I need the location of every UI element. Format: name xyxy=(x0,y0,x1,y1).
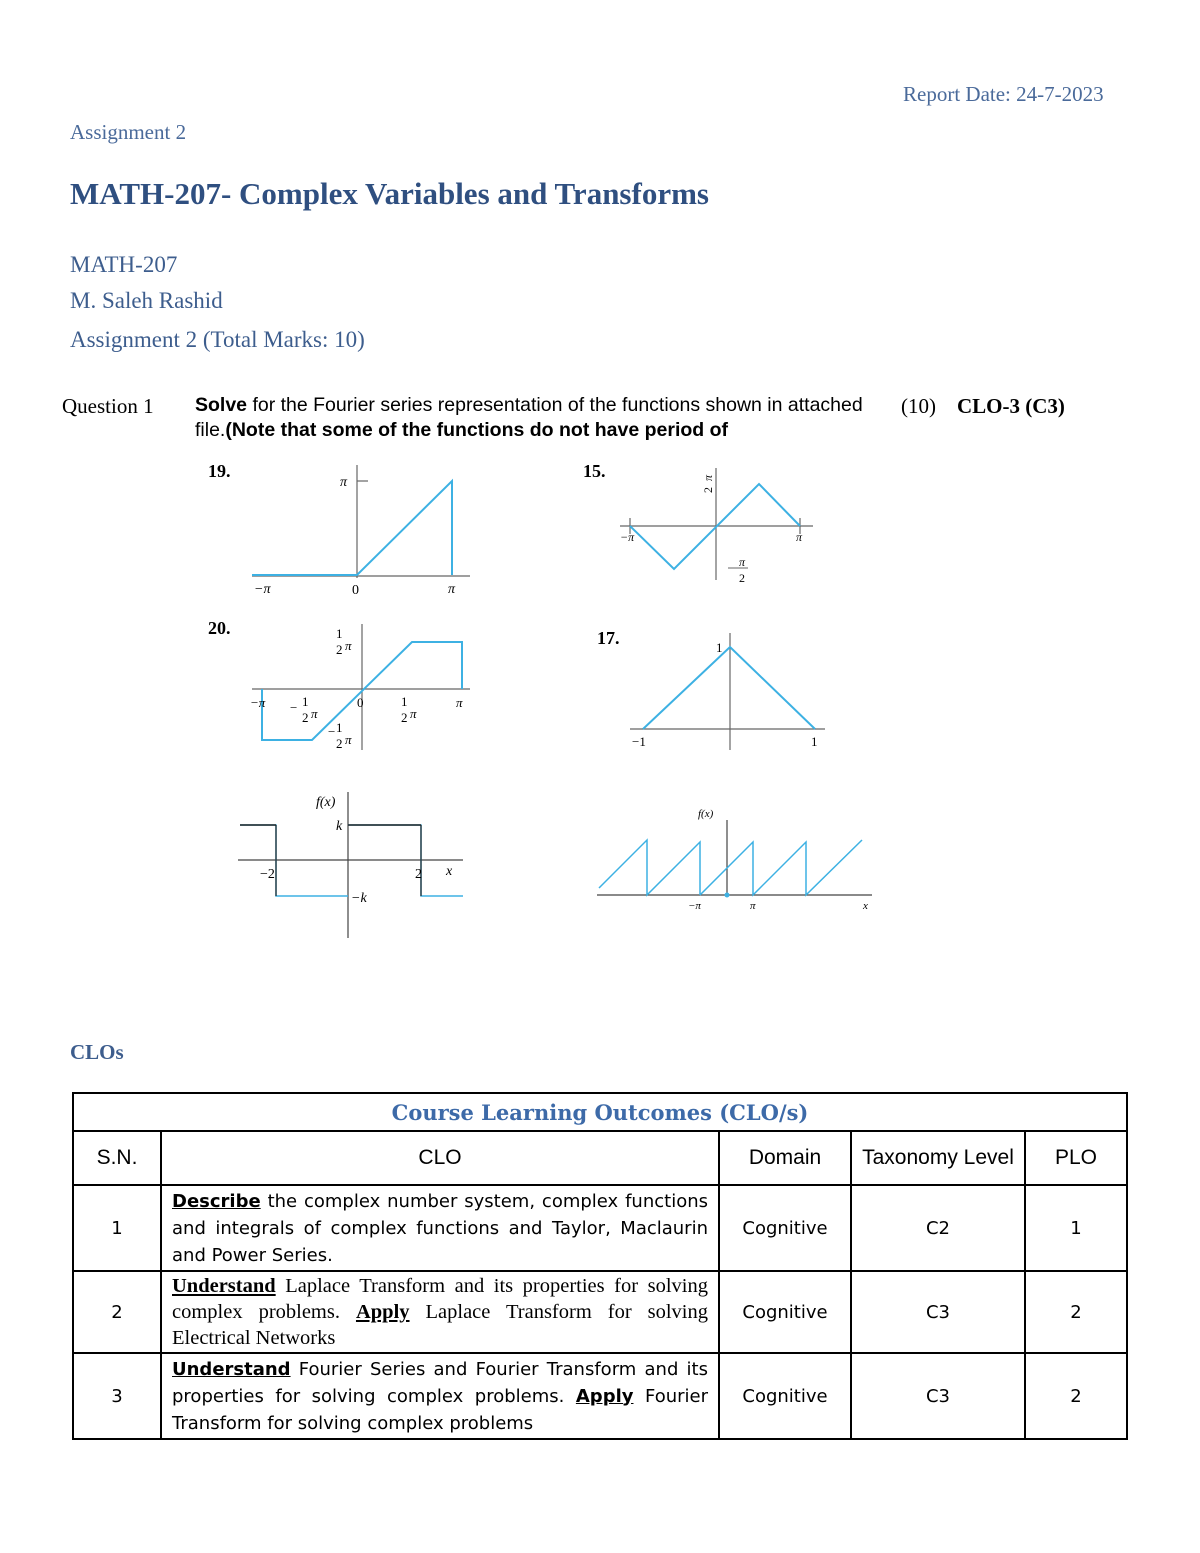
axis-label: f(x) xyxy=(698,808,714,820)
tick-label: 0 xyxy=(357,695,364,710)
course-code: MATH-207 xyxy=(70,252,178,277)
table-caption-row xyxy=(73,1093,1127,1131)
table-row xyxy=(73,1185,1127,1271)
function-curve xyxy=(700,840,862,895)
clo-verb: Understand xyxy=(172,1275,276,1297)
cell-domain: Cognitive xyxy=(719,1185,851,1271)
cell-clo xyxy=(161,1185,719,1271)
tick-label: π xyxy=(750,900,756,912)
instructor-name: M. Saleh Rashid xyxy=(70,288,223,313)
tick-label: π xyxy=(345,638,352,653)
table-header-row xyxy=(73,1131,1127,1185)
tick-label: π xyxy=(340,475,348,490)
tick-label: k xyxy=(336,819,343,834)
tick-label: 2 xyxy=(701,487,715,493)
tick-label: 0 xyxy=(352,583,359,598)
tick-label: 1 xyxy=(302,694,309,709)
question-body: for the Fourier series representation of the functions shown in attached file. xyxy=(195,394,863,441)
document-title: MATH-207- Complex Variables and Transforms xyxy=(70,176,709,211)
column-header-domain: Domain xyxy=(719,1131,851,1185)
tick-label: π xyxy=(448,582,456,597)
tick-label: −π xyxy=(620,530,635,544)
question-marks: (10) xyxy=(901,394,936,418)
figure-number: 17. xyxy=(597,628,620,648)
function-curve xyxy=(643,647,815,729)
figure-sawtooth xyxy=(597,808,872,912)
tick-label: π xyxy=(701,474,715,481)
clo-verb: Understand xyxy=(172,1358,291,1380)
tick-label: 1 xyxy=(716,640,723,655)
assignment-marks: Assignment 2 (Total Marks: 10) xyxy=(70,327,365,352)
tick-label: −π xyxy=(250,695,266,710)
tick-label: 2 xyxy=(739,571,745,585)
column-header-plo: PLO xyxy=(1025,1131,1127,1185)
table-row xyxy=(73,1353,1127,1439)
figure-number: 15. xyxy=(583,461,606,481)
table-caption: Course Learning Outcomes (CLO/s) xyxy=(73,1093,1127,1131)
clos-heading: CLOs xyxy=(70,1040,124,1064)
clo-verb: Apply xyxy=(355,1301,410,1323)
tick-label: 2 xyxy=(401,710,408,725)
clo-text: Fourier Transform for solving complex problems xyxy=(172,1385,708,1434)
tick-label: 2 xyxy=(415,867,422,882)
table-row xyxy=(73,1271,1127,1353)
clo-text: the complex number system, complex functions and integrals of complex functions and Taylor, Maclaurin and Power Series. xyxy=(172,1190,708,1266)
cell-level: C3 xyxy=(851,1271,1025,1353)
cell-level: C3 xyxy=(851,1353,1025,1439)
tick-label: −2 xyxy=(260,867,275,882)
question-clo: CLO-3 (C3) xyxy=(957,394,1065,418)
cell-plo: 2 xyxy=(1025,1353,1127,1439)
tick-label: 1 xyxy=(336,720,343,735)
figure-number: 20. xyxy=(208,618,231,638)
figure-17 xyxy=(597,628,825,750)
tick-label: 2 xyxy=(336,642,343,657)
tick-label: −π xyxy=(688,900,701,912)
clo-verb: Apply xyxy=(575,1385,634,1407)
tick-label: π xyxy=(796,530,803,544)
clo-text: Laplace Transform and its properties for solving complex problems. xyxy=(172,1275,708,1323)
cell-plo: 2 xyxy=(1025,1271,1127,1353)
figure-number: 19. xyxy=(208,461,231,481)
figure-square-wave xyxy=(238,792,463,938)
tick-label: 1 xyxy=(811,734,818,749)
clo-verb: Describe xyxy=(172,1190,261,1212)
column-header-clo: CLO xyxy=(161,1131,719,1185)
cell-sn: 3 xyxy=(73,1353,161,1439)
tick-label: − xyxy=(290,700,298,715)
clo-text: Laplace Transform for solving Electrical Networks xyxy=(172,1301,708,1349)
cell-sn: 2 xyxy=(73,1271,161,1353)
tick-label: 2 xyxy=(302,710,309,725)
figure-19 xyxy=(208,461,470,598)
tick-label: 2 xyxy=(336,736,343,751)
clo-table xyxy=(72,1092,1128,1440)
cell-level: C2 xyxy=(851,1185,1025,1271)
cell-plo: 1 xyxy=(1025,1185,1127,1271)
tick-label: π xyxy=(311,706,318,721)
question-verb: Solve xyxy=(195,394,248,416)
tick-label: π xyxy=(456,695,463,710)
function-curve xyxy=(599,840,700,895)
function-curve xyxy=(252,481,452,575)
figure-20 xyxy=(208,618,470,751)
column-header-sn: S.N. xyxy=(73,1131,161,1185)
tick-label: π xyxy=(345,732,352,747)
cell-clo xyxy=(161,1271,719,1353)
assignment-label: Assignment 2 xyxy=(70,120,187,144)
clo-text: Fourier Series and Fourier Transform and its properties for solving complex problems. xyxy=(172,1358,708,1407)
tick-label: − xyxy=(328,724,336,739)
tick-label: π xyxy=(739,555,746,569)
cell-sn: 1 xyxy=(73,1185,161,1271)
figure-15 xyxy=(583,461,813,585)
cell-clo xyxy=(161,1353,719,1439)
tick-label: −k xyxy=(351,891,367,906)
axis-label: x xyxy=(863,900,868,912)
tick-label: π xyxy=(410,706,417,721)
tick-label: −1 xyxy=(632,734,646,749)
tick-label: 1 xyxy=(401,694,408,709)
function-graphs xyxy=(200,450,900,950)
cell-domain: Cognitive xyxy=(719,1353,851,1439)
cell-domain: Cognitive xyxy=(719,1271,851,1353)
question-text xyxy=(195,393,875,443)
question-note: (Note that some of the functions do not have period of xyxy=(225,419,729,441)
column-header-taxonomy: Taxonomy Level xyxy=(851,1131,1025,1185)
question-label: Question 1 xyxy=(62,394,154,418)
tick-label: 1 xyxy=(336,626,343,641)
axis-label: f(x) xyxy=(316,795,336,810)
tick-label: −π xyxy=(254,582,271,597)
report-date: Report Date: 24-7-2023 xyxy=(903,82,1104,106)
axis-label: x xyxy=(446,864,453,879)
